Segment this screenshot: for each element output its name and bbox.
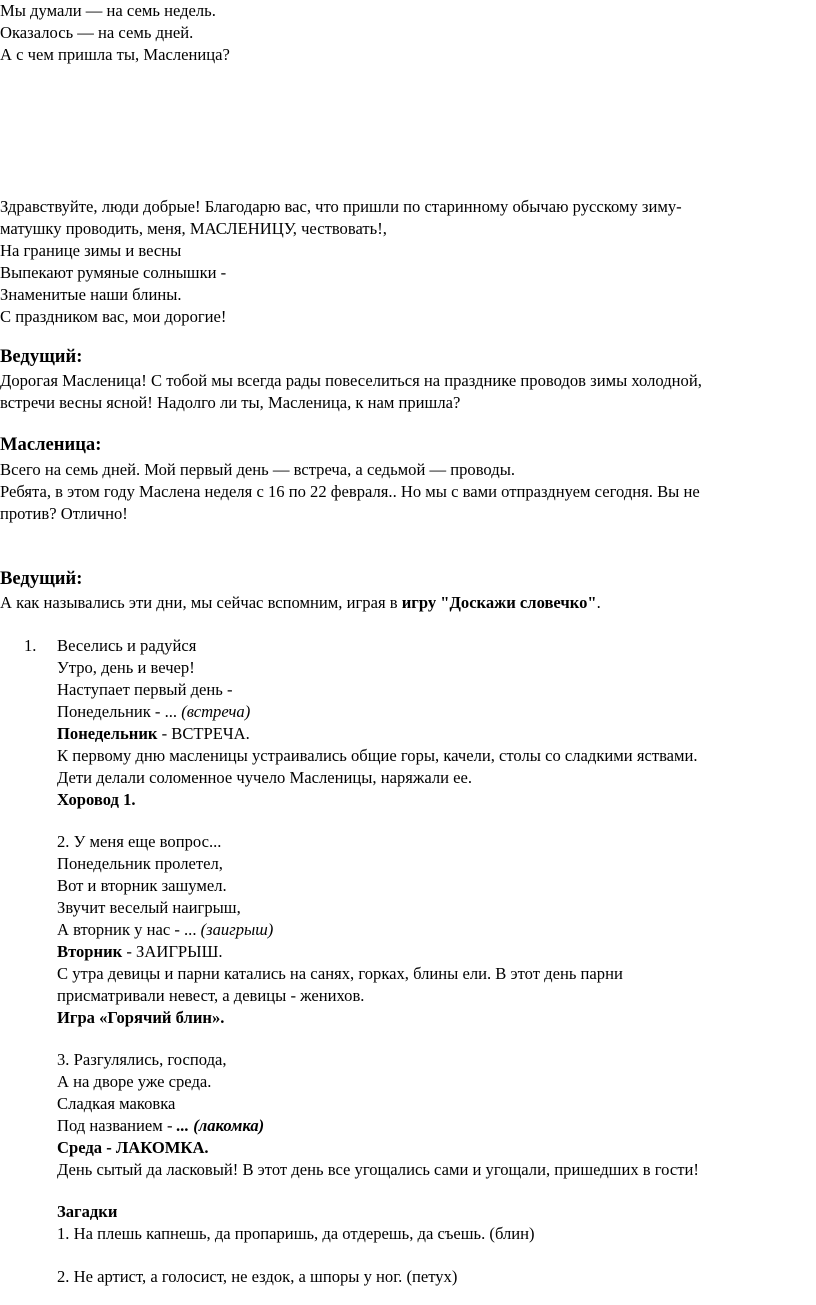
day-title	[57, 723, 250, 745]
day-title	[57, 1137, 209, 1159]
host-heading: Ведущий:	[0, 568, 83, 589]
riddle-line: Веселись и радуйся	[57, 636, 197, 655]
maslenitsa-line: Ребята, в этом году Маслена неделя с 16 по 22 февраля.. Но мы с вами отпразднуем сегодня. Вы не	[0, 482, 700, 501]
list-number: 1.	[24, 636, 37, 655]
host-heading: Ведущий:	[0, 346, 83, 367]
riddle-question	[57, 1115, 264, 1137]
intro-line: Мы думали — на семь недель.	[0, 1, 216, 20]
game-name: игру "Доскажи словечко"	[401, 593, 597, 612]
riddles-heading-text: Загадки	[57, 1202, 118, 1221]
riddle-question	[57, 919, 273, 941]
day-description: К первому дню масленицы устраивались общие горы, качели, столы со сладкими яствами.	[57, 746, 698, 765]
greeting-line: Здравствуйте, люди добрые! Благодарю вас, что пришли по старинному обычаю русскому зиму-	[0, 197, 682, 216]
host-line: Дорогая Масленица! С тобой мы всегда рады повеселиться на празднике проводов зимы холодной,	[0, 371, 702, 390]
riddle-line: Утро, день и вечер!	[57, 658, 195, 677]
answer-text: (заигрыш)	[200, 920, 274, 939]
riddle-line: Звучит веселый наигрыш,	[57, 898, 241, 917]
day-title	[57, 941, 223, 963]
riddle-line: 2. У меня еще вопрос...	[57, 832, 222, 851]
question-text: А вторник у нас - ...	[57, 920, 201, 939]
greeting-line: С праздником вас, мои дорогие!	[0, 307, 227, 326]
answer-text: ... (лакомка)	[176, 1116, 265, 1135]
maslenitsa-line: против? Отлично!	[0, 504, 128, 523]
day-rest: - ВСТРЕЧА.	[157, 724, 250, 743]
riddle-line: Понедельник пролетел,	[57, 854, 223, 873]
greeting-line: матушку проводить, меня, МАСЛЕНИЦУ, чествовать!,	[0, 219, 387, 238]
question-text: Под названием -	[57, 1116, 177, 1135]
riddle-line: А на дворе уже среда.	[57, 1072, 212, 1091]
riddle-line: Сладкая маковка	[57, 1094, 176, 1113]
day-rest: - ЗАИГРЫШ.	[122, 942, 223, 961]
riddle-item: 2. Не артист, а голосист, не ездок, а шпоры у ног. (петух)	[57, 1267, 458, 1286]
host-line: встречи весны ясной! Надолго ли ты, Масленица, к нам пришла?	[0, 393, 461, 412]
greeting-line: Знаменитые наши блины.	[0, 285, 182, 304]
day-name: Вторник	[57, 942, 123, 961]
intro-line: Оказалось — на семь дней.	[0, 23, 194, 42]
activity	[57, 1007, 224, 1029]
day-description: День сытый да ласковый! В этот день все угощались сами и угощали, пришедших в гости!	[57, 1160, 699, 1179]
day-description: присматривали невест, а девицы - женихов.	[57, 986, 365, 1005]
riddle-line: 3. Разгулялись, господа,	[57, 1050, 227, 1069]
riddle-line: Наступает первый день -	[57, 680, 233, 699]
riddle-question	[57, 701, 250, 723]
activity	[57, 789, 136, 811]
riddle-item: 1. На плешь капнешь, да пропаришь, да отдерешь, да съешь. (блин)	[57, 1224, 535, 1243]
activity-text: Хоровод 1.	[57, 790, 136, 809]
question-text: Понедельник - ...	[57, 702, 182, 721]
greeting-line: На границе зимы и весны	[0, 241, 182, 260]
day-title-text: Среда - ЛАКОМКА.	[57, 1138, 209, 1157]
answer-text: (встреча)	[181, 702, 251, 721]
maslenitsa-heading: Масленица:	[0, 434, 102, 455]
game-intro-end: .	[596, 593, 601, 612]
game-intro-line	[0, 592, 601, 614]
greeting-line: Выпекают румяные солнышки -	[0, 263, 227, 282]
riddle-line: Вот и вторник зашумел.	[57, 876, 227, 895]
day-name: Понедельник	[57, 724, 158, 743]
riddles-heading	[57, 1201, 117, 1223]
day-description: Дети делали соломенное чучело Масленицы, наряжали ее.	[57, 768, 473, 787]
intro-line: А с чем пришла ты, Масленица?	[0, 45, 230, 64]
game-intro-text: А как назывались эти дни, мы сейчас вспомним, играя в	[0, 593, 402, 612]
activity-text: Игра «Горячий блин».	[57, 1008, 225, 1027]
maslenitsa-line: Всего на семь дней. Мой первый день — встреча, а седьмой — проводы.	[0, 460, 515, 479]
day-description: С утра девицы и парни катались на санях, горках, блины ели. В этот день парни	[57, 964, 623, 983]
